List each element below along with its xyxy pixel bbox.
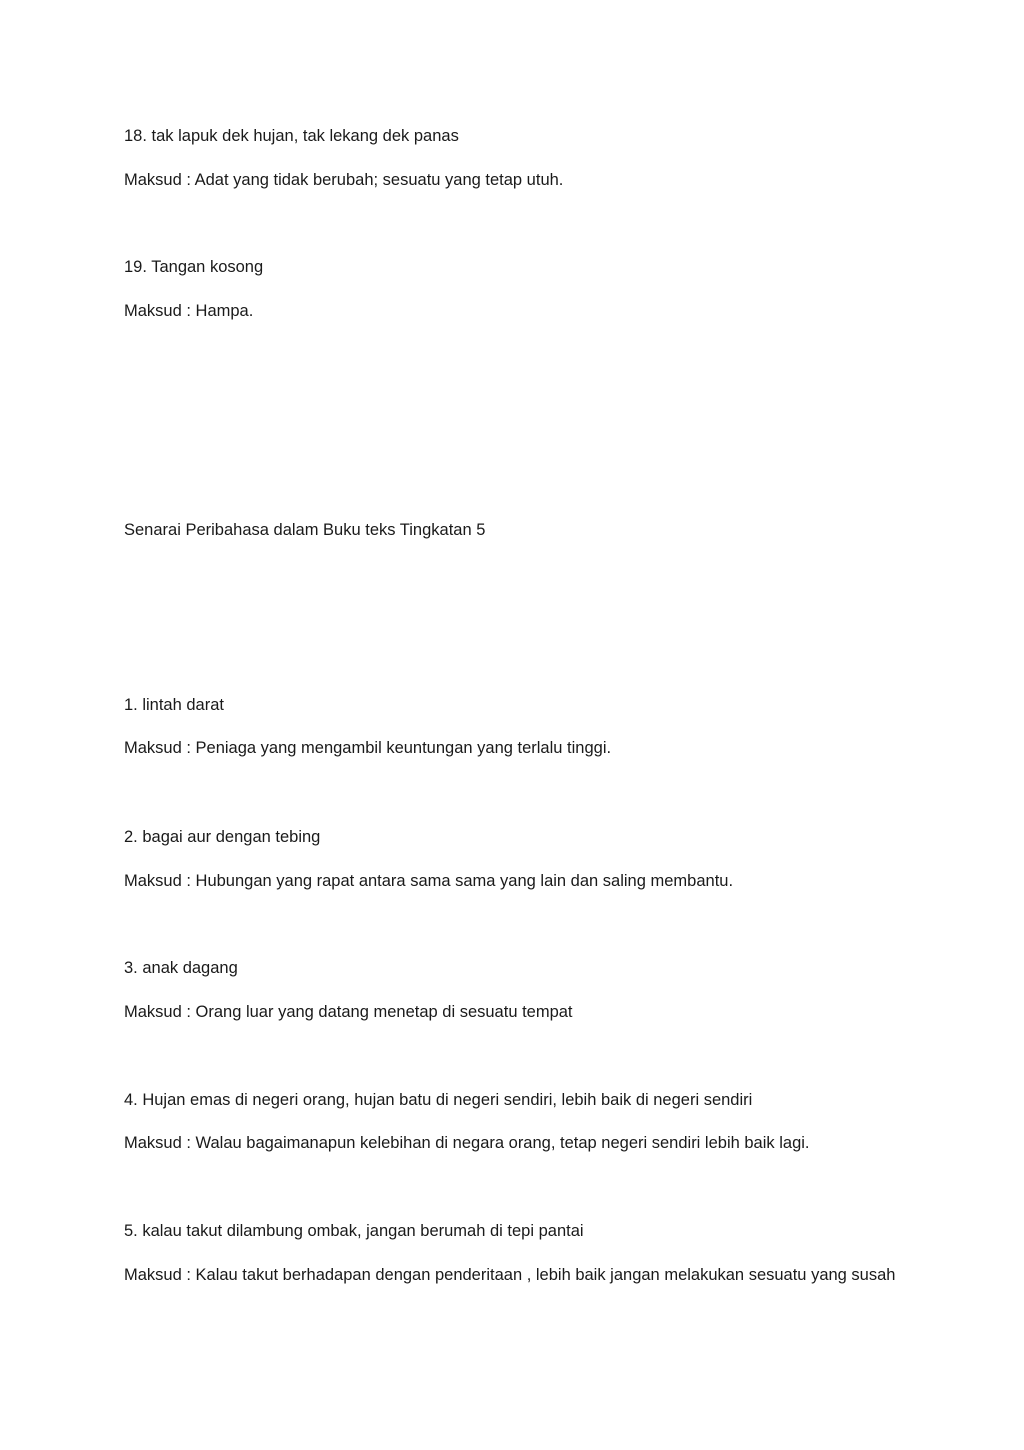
section-heading: Senarai Peribahasa dalam Buku teks Tingkatan 5 [124, 521, 486, 539]
proverb-meaning-4: Maksud : Walau bagaimanapun kelebihan di negara orang, tetap negeri sendiri lebih baik lagi. [124, 1134, 810, 1152]
proverb-title-3: 3. anak dagang [124, 959, 238, 977]
proverb-meaning-3: Maksud : Orang luar yang datang menetap di sesuatu tempat [124, 1003, 573, 1021]
proverb-meaning-19: Maksud : Hampa. [124, 302, 254, 320]
proverb-title-18: 18. tak lapuk dek hujan, tak lekang dek panas [124, 127, 459, 145]
proverb-meaning-1: Maksud : Peniaga yang mengambil keuntungan yang terlalu tinggi. [124, 739, 612, 757]
proverb-title-19: 19. Tangan kosong [124, 258, 264, 276]
proverb-meaning-2: Maksud : Hubungan yang rapat antara sama sama yang lain dan saling membantu. [124, 872, 734, 890]
proverb-title-4: 4. Hujan emas di negeri orang, hujan batu di negeri sendiri, lebih baik di negeri sendiri [124, 1091, 753, 1109]
proverb-title-1: 1. lintah darat [124, 696, 224, 714]
proverb-meaning-5: Maksud : Kalau takut berhadapan dengan penderitaan , lebih baik jangan melakukan sesuatu yang susah [124, 1266, 896, 1284]
proverb-meaning-18: Maksud : Adat yang tidak berubah; sesuatu yang tetap utuh. [124, 171, 564, 189]
proverb-title-5: 5. kalau takut dilambung ombak, jangan berumah di tepi pantai [124, 1222, 584, 1240]
proverb-title-2: 2. bagai aur dengan tebing [124, 828, 321, 846]
